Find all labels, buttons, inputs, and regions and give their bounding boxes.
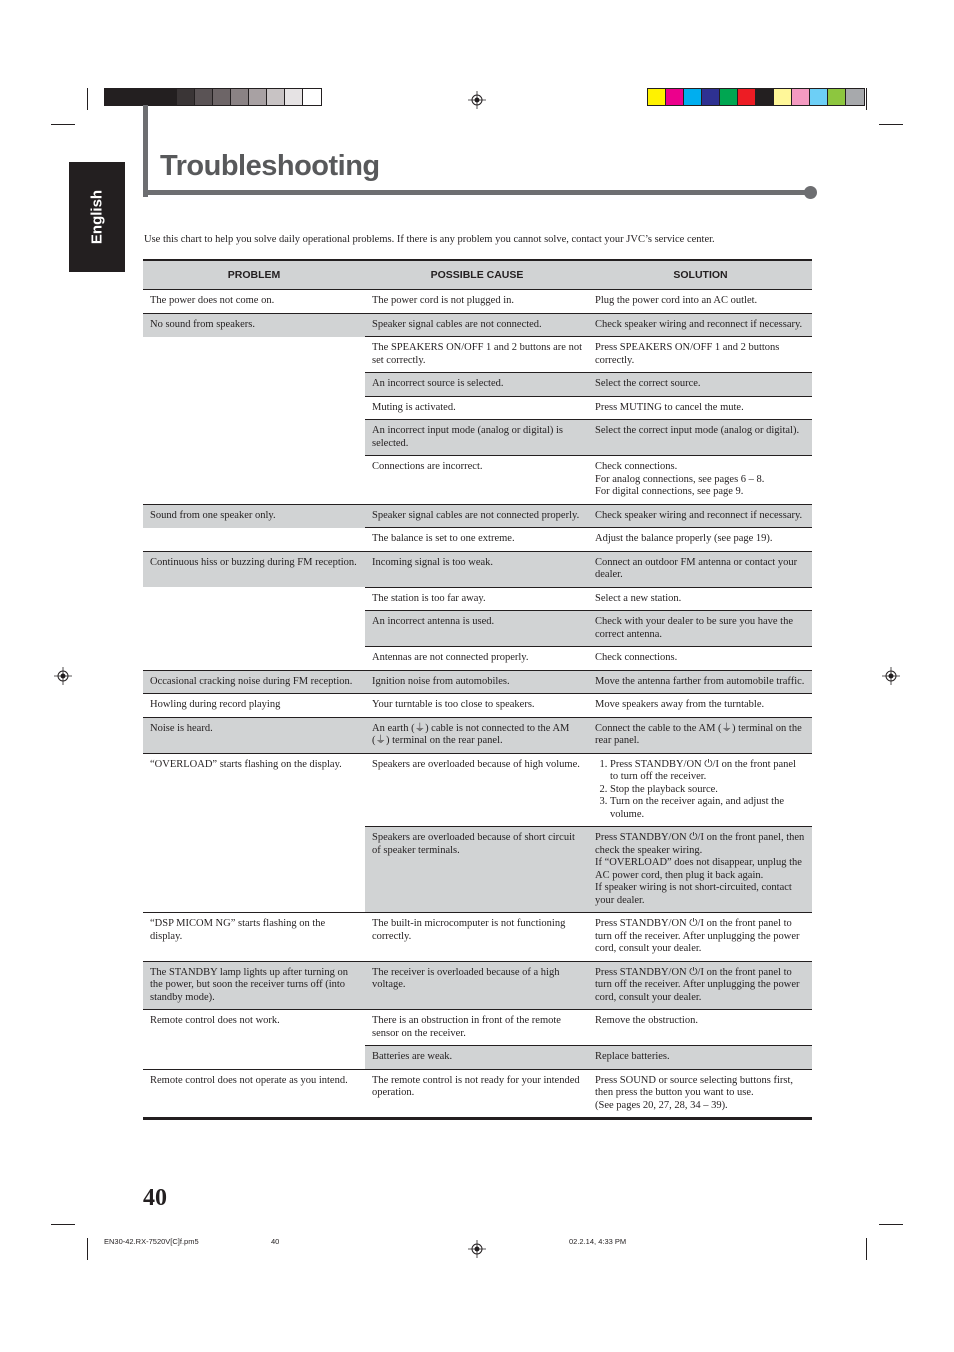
title-rule-horizontal bbox=[143, 190, 809, 195]
header-possible-cause: POSSIBLE CAUSE bbox=[430, 269, 524, 281]
color-swatch bbox=[249, 89, 267, 105]
table-row bbox=[143, 671, 812, 695]
table-row bbox=[143, 913, 812, 962]
color-swatch bbox=[828, 89, 846, 105]
crop-mark bbox=[87, 1238, 88, 1260]
language-tab bbox=[69, 162, 125, 272]
color-swatch bbox=[738, 89, 756, 105]
cause-cell: Antennas are not connected properly. bbox=[372, 652, 529, 663]
problem-cell: Howling during record playing bbox=[150, 699, 281, 710]
cause-cell: An incorrect antenna is used. bbox=[372, 616, 495, 627]
color-swatch bbox=[684, 89, 702, 105]
cause-cell: The remote control is not ready for your intended operation. bbox=[372, 1074, 580, 1098]
registration-mark-icon bbox=[882, 667, 900, 685]
solution-step: 3. Turn on the receiver again, and adjust the volume. bbox=[610, 796, 806, 821]
cause-row bbox=[365, 455, 812, 504]
troubleshooting-table bbox=[143, 259, 812, 1120]
header-problem: PROBLEM bbox=[227, 269, 281, 281]
cause-cell: Ignition noise from automobiles. bbox=[372, 675, 510, 687]
solution-cell: Press STANDBY/ON ⏻/I on the front panel to turn off the receiver. After unplugging the power cord, consult your dealer. bbox=[595, 966, 800, 1003]
solution-cell: Check with your dealer to be sure you have the correct antenna. bbox=[595, 616, 793, 640]
cause-row bbox=[365, 671, 812, 694]
solution-cell: Press SPEAKERS ON/OFF 1 and 2 buttons correctly. bbox=[595, 342, 780, 366]
cause-row bbox=[365, 718, 812, 753]
table-row bbox=[143, 1010, 812, 1070]
cause-cell: Connections are incorrect. bbox=[372, 461, 483, 472]
crop-mark bbox=[51, 1224, 75, 1225]
cause-cell: The balance is set to one extreme. bbox=[372, 533, 515, 544]
cause-row bbox=[365, 372, 812, 396]
color-swatch bbox=[105, 89, 123, 105]
cause-row bbox=[365, 314, 812, 337]
cause-cell: Speakers are overloaded because of short circuit of speaker terminals. bbox=[372, 832, 575, 856]
crop-mark bbox=[87, 88, 88, 110]
table-row bbox=[143, 552, 812, 671]
problem-cell: The power does not come on. bbox=[150, 295, 275, 306]
cause-row bbox=[365, 419, 812, 455]
page-title: Troubleshooting bbox=[160, 150, 380, 182]
intro-text: Use this chart to help you solve daily operational problems. If there is any problem you cannot solve, contact your JVC’s service center. bbox=[144, 234, 715, 245]
cause-row bbox=[365, 505, 812, 528]
color-swatch bbox=[648, 89, 666, 105]
problem-cell: Occasional cracking noise during FM reception. bbox=[143, 671, 365, 694]
solution-cell: Plug the power cord into an AC outlet. bbox=[595, 295, 758, 306]
cause-row bbox=[365, 527, 812, 551]
table-row bbox=[143, 962, 812, 1011]
problem-cell: Sound from one speaker only. bbox=[143, 505, 365, 551]
color-swatch bbox=[303, 89, 321, 105]
registration-mark-icon bbox=[468, 1240, 486, 1258]
solution-cell: Move the antenna farther from automobile traffic. bbox=[595, 675, 805, 687]
solution-cell: Replace batteries. bbox=[595, 1051, 670, 1062]
cause-row bbox=[365, 1045, 812, 1069]
color-swatch bbox=[774, 89, 792, 105]
grayscale-color-bar bbox=[104, 88, 322, 106]
problem-cell: Noise is heard. bbox=[143, 718, 365, 753]
cause-cell: Batteries are weak. bbox=[372, 1051, 453, 1062]
crop-mark bbox=[51, 124, 75, 125]
color-swatch bbox=[267, 89, 285, 105]
cause-row bbox=[365, 587, 812, 611]
cause-cell: Speakers are overloaded because of high volume. bbox=[372, 758, 580, 770]
cause-row bbox=[365, 826, 812, 912]
title-rule-dot bbox=[804, 186, 817, 199]
color-swatch bbox=[195, 89, 213, 105]
solution-step: 2. Stop the playback source. bbox=[610, 784, 806, 797]
process-color-bar bbox=[647, 88, 865, 106]
cause-row bbox=[365, 913, 812, 961]
cause-row bbox=[365, 1070, 812, 1118]
table-row bbox=[143, 314, 812, 505]
cause-cell: The built-in microcomputer is not functioning correctly. bbox=[372, 918, 566, 942]
cause-cell: An incorrect source is selected. bbox=[372, 378, 504, 389]
color-swatch bbox=[846, 89, 864, 105]
solution-cell: Connect an outdoor FM antenna or contact your dealer. bbox=[595, 556, 798, 580]
color-swatch bbox=[666, 89, 684, 105]
color-swatch bbox=[213, 89, 231, 105]
solution-cell: Press SOUND or source selecting buttons first, then press the button you want to use. (See pages 20, 27, 28, 34 – 39). bbox=[595, 1074, 794, 1111]
cause-cell: Speaker signal cables are not connected. bbox=[372, 318, 542, 330]
crop-mark bbox=[879, 1224, 903, 1225]
color-swatch bbox=[177, 89, 195, 105]
cause-row bbox=[365, 396, 812, 420]
table-row bbox=[143, 1070, 812, 1119]
solution-cell: Check connections. bbox=[595, 652, 678, 663]
cause-row bbox=[365, 552, 812, 587]
color-swatch bbox=[141, 89, 159, 105]
table-header bbox=[143, 261, 812, 290]
footer-file: EN30-42.RX-7520V[C]f.pm5 bbox=[104, 1237, 199, 1246]
solution-cell: Check speaker wiring and reconnect if necessary. bbox=[595, 318, 803, 330]
solution-cell: Select a new station. bbox=[595, 592, 682, 604]
color-swatch bbox=[285, 89, 303, 105]
problem-cell: Remote control does not operate as you intend. bbox=[150, 1074, 348, 1086]
crop-mark bbox=[866, 1238, 867, 1260]
footer-page: 40 bbox=[271, 1237, 280, 1246]
color-swatch bbox=[702, 89, 720, 105]
solution-cell: Adjust the balance properly (see page 19). bbox=[595, 533, 773, 544]
solution-cell: Select the correct source. bbox=[595, 378, 701, 389]
page-number: 40 bbox=[143, 1185, 167, 1211]
cause-cell: Your turntable is too close to speakers. bbox=[372, 699, 535, 710]
solution-cell: Move speakers away from the turntable. bbox=[595, 699, 765, 710]
cause-cell: An incorrect input mode (analog or digital) is selected. bbox=[372, 425, 563, 449]
solution-cell: Press STANDBY/ON ⏻/I on the front panel to turn off the receiver. After unplugging the power cord, consult your dealer. bbox=[595, 918, 800, 954]
color-swatch bbox=[159, 89, 177, 105]
color-swatch bbox=[231, 89, 249, 105]
color-swatch bbox=[792, 89, 810, 105]
table-row bbox=[143, 290, 812, 314]
header-solution: SOLUTION bbox=[673, 269, 728, 281]
solution-step: 1. Press STANDBY/ON ⏻/I on the front panel to turn off the receiver. bbox=[610, 759, 806, 784]
cause-row bbox=[365, 610, 812, 646]
cause-row bbox=[365, 1010, 812, 1045]
table-row bbox=[143, 718, 812, 754]
solution-cell: Remove the obstruction. bbox=[595, 1015, 698, 1026]
cause-cell: The power cord is not plugged in. bbox=[372, 295, 515, 306]
problem-cell: “OVERLOAD” starts flashing on the display. bbox=[150, 758, 342, 770]
title-rule-vertical bbox=[143, 105, 148, 197]
cause-cell: The station is too far away. bbox=[372, 592, 486, 604]
color-swatch bbox=[123, 89, 141, 105]
cause-row bbox=[365, 336, 812, 372]
table-row bbox=[143, 505, 812, 552]
color-swatch bbox=[810, 89, 828, 105]
cause-cell: The receiver is overloaded because of a high voltage. bbox=[372, 966, 560, 990]
table-body bbox=[143, 290, 812, 1118]
cause-cell: There is an obstruction in front of the remote sensor on the receiver. bbox=[372, 1015, 561, 1039]
cause-row bbox=[365, 290, 812, 313]
registration-mark-icon bbox=[54, 667, 72, 685]
problem-cell: No sound from speakers. bbox=[143, 314, 365, 504]
solution-cell: Select the correct input mode (analog or digital). bbox=[595, 425, 800, 436]
solution-cell: Check connections. For analog connections, see pages 6 – 8. For digital connections, see page 9. bbox=[595, 461, 765, 497]
table-row bbox=[143, 754, 812, 914]
color-swatch bbox=[756, 89, 774, 105]
solution-steps bbox=[595, 759, 806, 822]
cause-cell: Incoming signal is too weak. bbox=[372, 556, 494, 568]
problem-cell: Remote control does not work. bbox=[150, 1015, 280, 1026]
registration-mark-icon bbox=[468, 91, 486, 109]
cause-row bbox=[365, 646, 812, 670]
cause-row bbox=[365, 694, 812, 717]
crop-mark bbox=[866, 88, 867, 110]
cause-cell: The SPEAKERS ON/OFF 1 and 2 buttons are not set correctly. bbox=[372, 342, 582, 366]
problem-cell: The STANDBY lamp lights up after turning on the power, but soon the receiver turns off (into standby mode). bbox=[143, 962, 365, 1010]
cause-row bbox=[365, 754, 812, 827]
cause-row bbox=[365, 962, 812, 1010]
table-row bbox=[143, 694, 812, 718]
solution-cell: Connect the cable to the AM (⏚) terminal on the rear panel. bbox=[595, 722, 802, 746]
cause-cell: Speaker signal cables are not connected properly. bbox=[372, 509, 580, 521]
cause-cell: An earth (⏚) cable is not connected to the AM (⏚) terminal on the rear panel. bbox=[372, 722, 570, 746]
cause-cell: Muting is activated. bbox=[372, 401, 456, 413]
crop-mark bbox=[879, 124, 903, 125]
solution-cell: Press MUTING to cancel the mute. bbox=[595, 401, 744, 413]
color-swatch bbox=[720, 89, 738, 105]
problem-cell: “DSP MICOM NG” starts flashing on the display. bbox=[150, 918, 326, 942]
solution-cell: Check speaker wiring and reconnect if necessary. bbox=[595, 509, 803, 521]
language-tab-label: English bbox=[88, 189, 106, 245]
solution-cell bbox=[589, 754, 812, 827]
solution-cell: Press STANDBY/ON ⏻/I on the front panel, then check the speaker wiring. If “OVERLOAD” does not disappear, unplug the AC power cord, then plug it back again. If speaker wiring is not short-circuited, contact your dealer. bbox=[595, 832, 805, 906]
problem-cell: Continuous hiss or buzzing during FM reception. bbox=[143, 552, 365, 670]
footer-timestamp: 02.2.14, 4:33 PM bbox=[569, 1237, 627, 1246]
